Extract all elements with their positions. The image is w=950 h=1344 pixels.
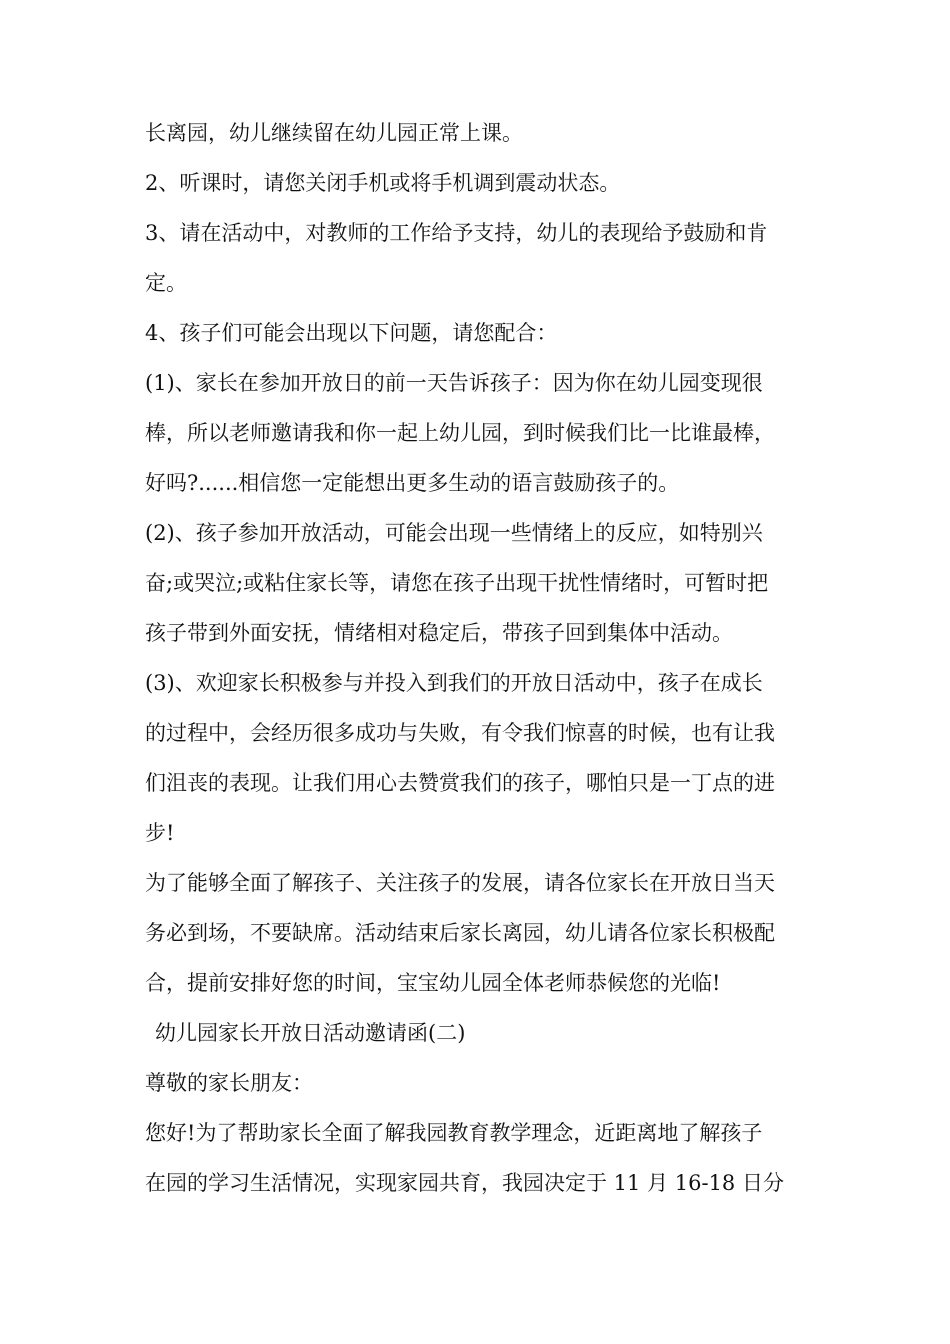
text-line: 为了能够全面了解孩子、关注孩子的发展，请各位家长在开放日当天 xyxy=(145,871,775,895)
section-title: 幼儿园家长开放日活动邀请函(二) xyxy=(155,1021,466,1045)
text-line: 长离园，幼儿继续留在幼儿园正常上课。 xyxy=(145,121,523,145)
text-line: 们沮丧的表现。让我们用心去赞赏我们的孩子，哪怕只是一丁点的进 xyxy=(145,771,775,795)
text-line: 步! xyxy=(145,821,175,845)
text-line: 定。 xyxy=(145,271,187,295)
text-line: (1)、家长在参加开放日的前一天告诉孩子：因为你在幼儿园变现很 xyxy=(145,371,763,395)
salutation: 尊敬的家长朋友： xyxy=(145,1071,313,1095)
text-line: 2、听课时，请您关闭手机或将手机调到震动状态。 xyxy=(145,171,621,195)
text-line: 孩子带到外面安抚，情绪相对稳定后，带孩子回到集体中活动。 xyxy=(145,621,733,645)
text-line: (3)、欢迎家长积极参与并投入到我们的开放日活动中，孩子在成长 xyxy=(145,671,763,695)
text-line: 务必到场，不要缺席。活动结束后家长离园，幼儿请各位家长积极配 xyxy=(145,921,775,945)
text-line: 合，提前安排好您的时间，宝宝幼儿园全体老师恭候您的光临! xyxy=(145,971,721,995)
text-line: 4、孩子们可能会出现以下问题，请您配合： xyxy=(145,321,558,345)
text-line: 好吗?......相信您一定能想出更多生动的语言鼓励孩子的。 xyxy=(145,471,680,495)
text-line: 3、请在活动中，对教师的工作给予支持，幼儿的表现给予鼓励和肯 xyxy=(145,221,768,245)
text-line: 奋;或哭泣;或粘住家长等，请您在孩子出现干扰性情绪时，可暂时把 xyxy=(145,571,769,595)
text-line: 的过程中，会经历很多成功与失败，有令我们惊喜的时候，也有让我 xyxy=(145,721,775,745)
text-line: 棒，所以老师邀请我和你一起上幼儿园，到时候我们比一比谁最棒， xyxy=(145,421,775,445)
text-line: 在园的学习生活情况，实现家园共育，我园决定于 11 月 16-18 日分 xyxy=(145,1171,784,1195)
text-line: 您好!为了帮助家长全面了解我园教育教学理念，近距离地了解孩子 xyxy=(145,1121,763,1145)
text-line: (2)、孩子参加开放活动，可能会出现一些情绪上的反应，如特别兴 xyxy=(145,521,763,545)
